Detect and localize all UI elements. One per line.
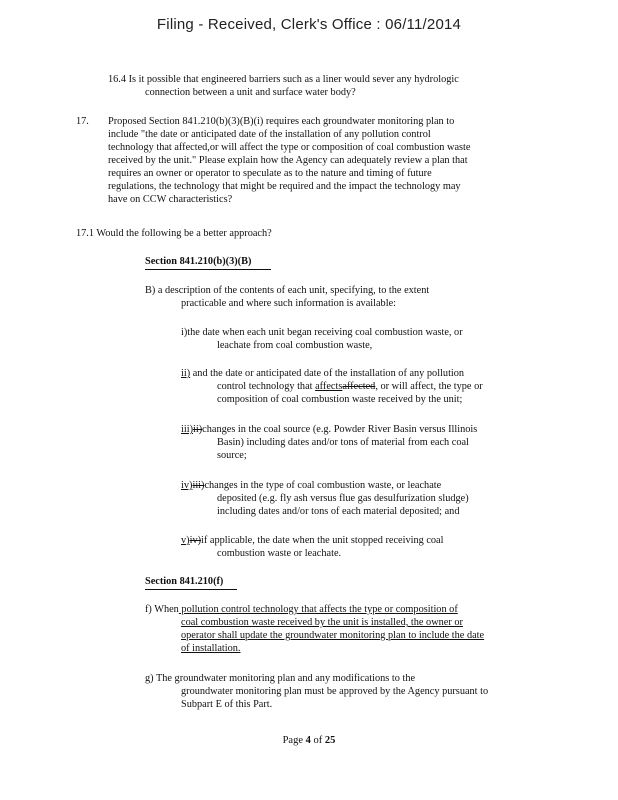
question-17-line: technology that affected,or will affect the type or composition of coal combustion waste [108, 142, 471, 153]
item-ii-line-1-text: and the date or anticipated date of the installation of any pollution [190, 368, 465, 379]
page-total: 25 [324, 735, 336, 746]
item-iv-line-1 [181, 479, 531, 492]
item-f-line-2 [145, 616, 545, 629]
item-iii [181, 423, 531, 462]
question-17-1: 17.1 Would the following be a better approach? [76, 228, 272, 239]
item-ii-line-3: composition of coal combustion waste received by the unit; [217, 394, 463, 405]
item-iii-inserted-marker: iii) [181, 424, 194, 435]
page-label: Page [282, 735, 304, 746]
question-17-text [108, 115, 533, 206]
question-17-line: include "the date or anticipated date of the installation of any pollution control [108, 129, 431, 140]
question-17-line: received by the unit." Please explain how the Agency can adequately review a plan that [108, 155, 468, 166]
item-f-line-4 [145, 642, 545, 655]
item-ii-line-2-pre: control technology that [217, 381, 316, 392]
item-iv-line-3: including dates and/or tons of each material deposited; and [217, 506, 460, 517]
item-iii-line-2: Basin) including dates and/or tons of material from each coal [217, 437, 469, 448]
item-f-line-3 [145, 629, 545, 642]
item-iv-inserted-marker: iv) [181, 480, 193, 491]
item-f-inserted-line: pollution control technology that affects the type or composition of [178, 604, 458, 615]
item-iii-deleted-marker: ii) [193, 424, 203, 435]
item-v-inserted-marker: v) [181, 535, 190, 546]
item-i-line-1: i)the date when each unit began receiving coal combustion waste, or [181, 327, 463, 338]
item-f-prefix: f) When [145, 604, 179, 615]
item-i [181, 326, 521, 352]
item-f-inserted-line: operator shall update the groundwater monitoring plan to include the date [181, 630, 485, 641]
item-iii-line-1-text: changes in the coal source (e.g. Powder River Basin versus Illinois [202, 424, 478, 435]
item-v-line-1-text: if applicable, the date when the unit stopped receiving coal [201, 535, 444, 546]
item-ii-line-2 [181, 380, 531, 393]
item-ii-deleted-text: affected [342, 381, 376, 392]
item-v-deleted-marker: iv) [189, 535, 202, 546]
section-b-intro-line-2: practicable and where such information is available: [181, 298, 397, 309]
question-16-4 [108, 73, 528, 99]
item-ii-line-1 [181, 367, 531, 380]
item-g [145, 672, 545, 711]
section-841-210-b-heading: Section 841.210(b)(3)(B) [145, 255, 271, 270]
item-ii [181, 367, 531, 406]
filing-stamp-header: Filing - Received, Clerk's Office : 06/11/2014 [156, 16, 462, 33]
item-i-line-2: leachate from coal combustion waste, [217, 340, 373, 351]
item-g-line-1: g) The groundwater monitoring plan and any modifications to the [145, 673, 416, 684]
item-g-line-2: groundwater monitoring plan must be approved by the Agency pursuant to [181, 686, 489, 697]
item-iv-deleted-marker: iii) [192, 480, 205, 491]
question-17-line: requires an owner or operator to speculate as to the nature and timing of future [108, 168, 432, 179]
item-f-line-1 [145, 603, 545, 616]
item-iv [181, 479, 531, 518]
item-iii-line-3: source; [217, 450, 247, 461]
section-b-intro-line-1: B) a description of the contents of each unit, specifying, to the extent [145, 285, 430, 296]
question-17-line: Proposed Section 841.210(b)(3)(B)(i) requires each groundwater monitoring plan to [108, 116, 455, 127]
of-label: of [313, 735, 323, 746]
item-v [181, 534, 531, 560]
item-ii-inserted-text: affects [315, 381, 343, 392]
item-f-inserted-line: coal combustion waste received by the unit is installed, the owner or [181, 617, 463, 628]
item-iv-line-1-text: changes in the type of coal combustion waste, or leachate [204, 480, 442, 491]
question-16-4-line-1: 16.4 Is it possible that engineered barriers such as a liner would sever any hydrologic [108, 74, 459, 85]
item-v-line-2: combustion waste or leachate. [217, 548, 342, 559]
section-841-210-f-heading: Section 841.210(f) [145, 575, 237, 590]
section-b-intro [145, 284, 485, 310]
page-number: 4 [305, 735, 311, 746]
item-f [145, 603, 545, 655]
question-17-number: 17. [76, 116, 89, 127]
item-iii-line-1 [181, 423, 531, 436]
question-16-4-line-2: connection between a unit and surface water body? [145, 87, 356, 98]
item-ii-line-2-post: , or will affect, the type or [375, 381, 483, 392]
item-iv-line-2: deposited (e.g. fly ash versus flue gas desulfurization sludge) [217, 493, 469, 504]
item-f-inserted-line: of installation. [181, 643, 241, 654]
question-17-line: have on CCW characteristics? [108, 194, 233, 205]
page-footer [0, 735, 618, 746]
item-ii-inserted-marker: ii) [181, 368, 191, 379]
item-g-line-3: Subpart E of this Part. [181, 699, 273, 710]
item-v-line-1 [181, 534, 531, 547]
question-17-line: regulations, the technology that might be required and the impact the technology may [108, 181, 461, 192]
